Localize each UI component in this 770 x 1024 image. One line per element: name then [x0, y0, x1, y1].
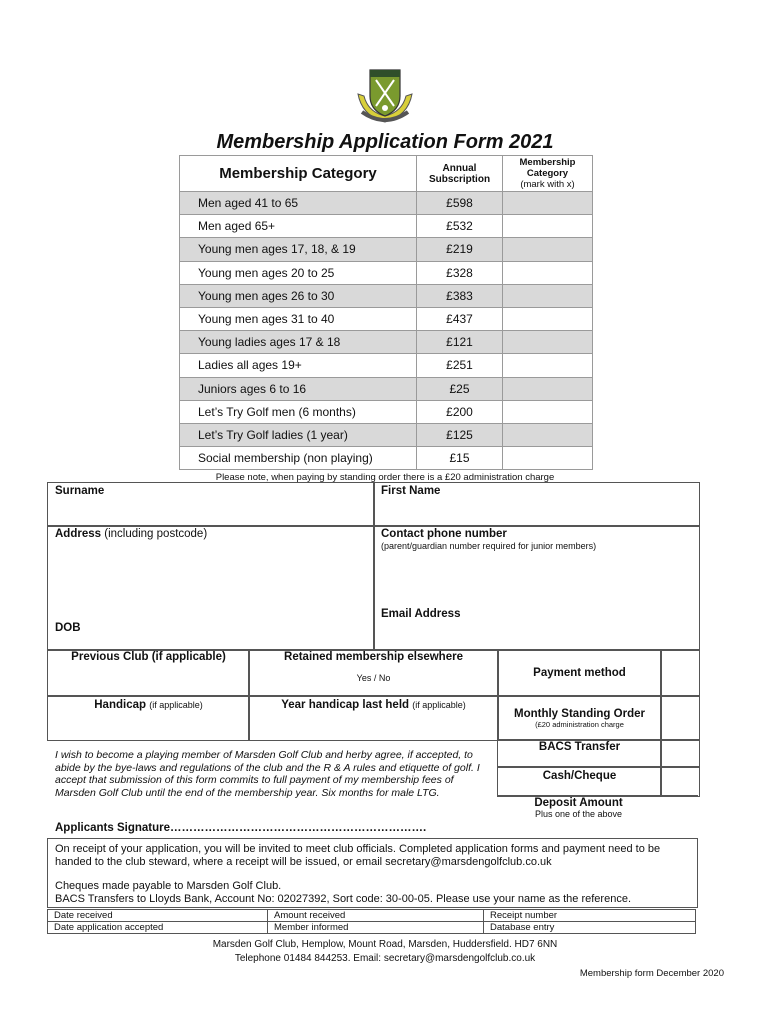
fee-row — [180, 423, 593, 446]
address-note: (including postcode) — [104, 528, 208, 540]
declaration-text: I wish to become a playing member of Marsden Golf Club and herby agree, if accepted, to abide by the bye-laws and regulations of the club and the R & A rules and etiquette of golf. I accept that submission of this form commits to full payment of my membership fees of Marsden Golf Club until the end of the membership year. Six months for male LTG. — [55, 749, 480, 799]
handicap-box[interactable] — [47, 695, 250, 741]
fee-row — [180, 400, 593, 423]
club-crest-logo — [354, 66, 416, 126]
year-handicap-label — [249, 699, 498, 711]
mark-header — [503, 156, 593, 192]
fee-mark-cell[interactable] — [503, 447, 593, 470]
fee-category: Juniors ages 6 to 16 — [180, 377, 417, 400]
fee-category: Young ladies ages 17 & 18 — [180, 331, 417, 354]
fee-table-header — [180, 156, 593, 192]
fee-category: Young men ages 20 to 25 — [180, 261, 417, 284]
signature-line[interactable]: Applicants Signature…………………………………………………………. — [55, 822, 427, 834]
yes-no-option[interactable]: Yes / No — [356, 673, 391, 683]
mark-header-title: Membership Category — [519, 157, 576, 179]
previous-club-label: Previous Club (if applicable) — [71, 651, 226, 663]
office-row — [48, 922, 696, 934]
standing-order-mark[interactable] — [660, 695, 700, 741]
page-title: Membership Application Form 2021 — [216, 131, 554, 153]
address-box[interactable] — [47, 525, 375, 651]
fee-mark-cell[interactable] — [503, 238, 593, 261]
fee-price: £15 — [417, 447, 503, 470]
fee-mark-cell[interactable] — [503, 331, 593, 354]
fee-row — [180, 354, 593, 377]
handicap-note: (if applicable) — [149, 700, 203, 710]
surname-label: Surname — [55, 485, 105, 497]
fee-row — [180, 377, 593, 400]
year-handicap-note: (if applicable) — [412, 700, 466, 710]
fee-mark-cell[interactable] — [503, 423, 593, 446]
office-cell[interactable]: Database entry — [484, 922, 696, 934]
fee-category: Social membership (non playing) — [180, 447, 417, 470]
handicap-label-text: Handicap — [94, 699, 147, 711]
fee-mark-cell[interactable] — [503, 215, 593, 238]
address-label-text: Address — [55, 528, 102, 540]
payment-method-mark[interactable] — [660, 649, 700, 697]
fee-category: Men aged 41 to 65 — [180, 192, 417, 215]
office-cell[interactable]: Member informed — [268, 922, 484, 934]
email-label: Email Address — [381, 608, 461, 620]
payment-method-box — [497, 649, 662, 697]
mark-header-note: (mark with x) — [520, 179, 575, 190]
footer-contact: Telephone 01484 844253. Email: secretary@marsdengolfclub.co.uk — [234, 953, 536, 964]
fee-mark-cell[interactable] — [503, 261, 593, 284]
form-reference: Membership form December 2020 — [579, 968, 724, 979]
fee-row — [180, 307, 593, 330]
info-line-3: BACS Transfers to Lloyds Bank, Account No: 02027392, Sort code: 30-00-05. Please use your name as the reference. — [55, 893, 632, 905]
bacs-box — [497, 739, 662, 768]
bacs-label: BACS Transfer — [538, 741, 621, 753]
office-cell[interactable]: Date application accepted — [48, 922, 268, 934]
annual-subscription-header: Annual Subscription — [417, 156, 503, 192]
first-name-box[interactable] — [373, 482, 700, 527]
footer-address: Marsden Golf Club, Hemplow, Mount Road, Marsden, Huddersfield. HD7 6NN — [212, 939, 558, 950]
payment-method-label: Payment method — [533, 667, 626, 679]
office-row — [48, 910, 696, 922]
fee-category: Let’s Try Golf men (6 months) — [180, 400, 417, 423]
retained-membership-label: Retained membership elsewhere — [284, 651, 463, 663]
cash-cheque-label: Cash/Cheque — [542, 770, 617, 782]
fee-price: £328 — [417, 261, 503, 284]
cash-cheque-mark[interactable] — [660, 766, 700, 797]
handicap-label — [48, 699, 249, 711]
fee-price: £251 — [417, 354, 503, 377]
office-cell[interactable]: Date received — [48, 910, 268, 922]
address-label — [55, 528, 374, 540]
contact-box[interactable] — [373, 525, 700, 651]
fee-category: Young men ages 31 to 40 — [180, 307, 417, 330]
fee-mark-cell[interactable] — [503, 284, 593, 307]
fee-mark-cell[interactable] — [503, 400, 593, 423]
first-name-label: First Name — [381, 485, 441, 497]
category-header: Membership Category — [180, 156, 417, 192]
fee-table — [179, 155, 593, 470]
standing-order-note: Please note, when paying by standing order there is a £20 administration charge — [215, 472, 555, 483]
fee-mark-cell[interactable] — [503, 307, 593, 330]
standing-order-note-small: (£20 administration charge — [535, 720, 624, 729]
fee-mark-cell[interactable] — [503, 377, 593, 400]
fee-row — [180, 261, 593, 284]
fee-row — [180, 284, 593, 307]
fee-row — [180, 447, 593, 470]
fee-price: £121 — [417, 331, 503, 354]
office-use-table — [47, 909, 696, 934]
contact-note: (parent/guardian number required for junior members) — [381, 541, 597, 551]
deposit-label: Deposit Amount — [534, 797, 623, 809]
info-line-2: Cheques made payable to Marsden Golf Club. — [55, 880, 282, 892]
contact-label: Contact phone number — [381, 528, 507, 540]
deposit-box[interactable] — [497, 795, 698, 825]
retained-membership-box[interactable] — [248, 649, 499, 697]
fee-price: £25 — [417, 377, 503, 400]
fee-category: Young men ages 17, 18, & 19 — [180, 238, 417, 261]
fee-price: £437 — [417, 307, 503, 330]
fee-row — [180, 215, 593, 238]
fee-row — [180, 238, 593, 261]
fee-row — [180, 192, 593, 215]
fee-price: £383 — [417, 284, 503, 307]
fee-category: Let’s Try Golf ladies (1 year) — [180, 423, 417, 446]
previous-club-box[interactable] — [47, 649, 250, 697]
fee-category: Ladies all ages 19+ — [180, 354, 417, 377]
standing-order-label: Monthly Standing Order — [514, 708, 645, 720]
bacs-mark[interactable] — [660, 739, 700, 768]
fee-price: £219 — [417, 238, 503, 261]
info-box — [47, 838, 698, 908]
cash-cheque-box — [497, 766, 662, 797]
deposit-note: Plus one of the above — [534, 809, 623, 819]
fee-mark-cell[interactable] — [503, 354, 593, 377]
info-line-1: On receipt of your application, you will be invited to meet club officials. Completed application forms and payment need to be handed to the club steward, where a receipt will be issued, or email secretary@marsdengolfclub.co.uk — [55, 843, 661, 868]
year-handicap-box[interactable] — [248, 695, 499, 741]
fee-mark-cell[interactable] — [503, 192, 593, 215]
office-cell[interactable]: Receipt number — [484, 910, 696, 922]
office-cell[interactable]: Amount received — [268, 910, 484, 922]
dob-label: DOB — [55, 622, 81, 634]
fee-category: Young men ages 26 to 30 — [180, 284, 417, 307]
fee-price: £532 — [417, 215, 503, 238]
fee-row — [180, 331, 593, 354]
fee-price: £200 — [417, 400, 503, 423]
fee-price: £125 — [417, 423, 503, 446]
standing-order-box — [497, 695, 662, 741]
surname-box[interactable] — [47, 482, 375, 527]
year-handicap-label-text: Year handicap last held — [281, 699, 410, 711]
fee-category: Men aged 65+ — [180, 215, 417, 238]
fee-price: £598 — [417, 192, 503, 215]
